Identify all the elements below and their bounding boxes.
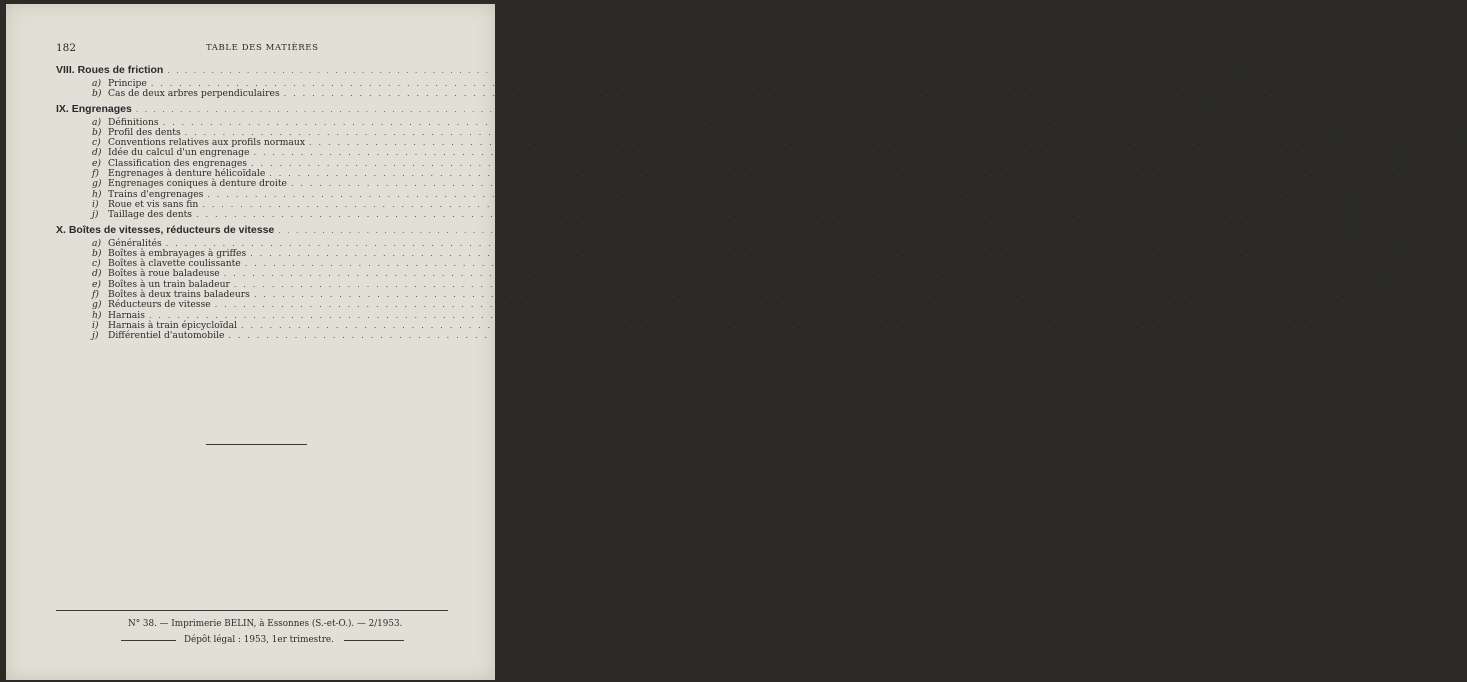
section-page-number: 163 bbox=[1202, 103, 1217, 114]
section-page-number: 162 bbox=[1233, 65, 1249, 75]
entry-letter: e) bbox=[92, 278, 102, 290]
entry-title: Harnais bbox=[108, 309, 145, 321]
dot-leader: . . . . . . . . . . . . . . . . . . . . . . . . . . . . . . . . . . . . . . . . . . . . . . . . . . . . . . . . . . . . . . . . . . . . . . . . . . . . . . . . . . . . . . . . . . . . . . . . . . . . . . . . . . . . . . . . . . . . . . . . bbox=[150, 79, 1285, 88]
entry-title: Engrenages coniques à denture droite bbox=[108, 178, 287, 190]
entry-page-number: 169 bbox=[1306, 238, 1324, 249]
entry-title: Boîtes à embrayages à griffes bbox=[108, 247, 247, 259]
dot-leader: . . . . . . . . . . . . . . . . . . . . . . . . . . . . . . . . . . . . . . . . . . . . . . . . . . . . . . . . . . . . . . . . . . . . . . . . . . . . . . . . . . . . . . . . . . . . . . . . . . . . . . . . . . . . . . . . . . . . . . . . bbox=[269, 169, 1403, 179]
entry-title: Définitions bbox=[108, 116, 159, 128]
dot-leader: . . . . . . . . . . . . . . . . . . . . . . . . . . . . . . . . . . . . . . . . . . . . . . . . . . . . . . . . . . . . . . . . . . . . . . . . . . . . . . . . . . . . . . . . . . . . . . . . . . . . . . . . . . . . . . . . . . . . . . . . bbox=[290, 179, 1425, 189]
entry-page-number: 162 bbox=[1424, 89, 1442, 100]
entry-letter: e) bbox=[92, 157, 102, 169]
dot-leader: . . . . . . . . . . . . . . . . . . . . . . . . . . . . . . . . . . . . . . . . . . . . . . . . . . . . . . . . . . . . . . . . . . . . . . . . . . . . . . . . . . . . . . . . . . . . . . . . . . . . . . . . . . . . . . . . . . . . . . . . bbox=[241, 320, 1375, 330]
section-divider-rule bbox=[206, 444, 307, 445]
entry-page-number: 169 bbox=[1390, 248, 1408, 259]
toc-entry bbox=[56, 88, 1442, 100]
entry-page-number: 163 bbox=[1325, 127, 1343, 138]
toc-entry bbox=[56, 209, 1354, 221]
entry-page-number: 166 bbox=[1410, 169, 1427, 180]
entry-letter: a) bbox=[92, 237, 102, 249]
dot-leader: . . . . . . . . . . . . . . . . . . . . . . . . . . . . . . . . . . . . . . . . . . . . . . . . . . . . . . . . . . . . . . . . . . . . . . . . . . . . . . . . . . . . . . . . . . . . . . . . . . . . . . . . . . . . . . . . . . . . . . . . bbox=[309, 138, 1443, 148]
entry-title: Taillage des dents bbox=[108, 209, 193, 221]
entry-letter: b) bbox=[92, 126, 102, 138]
entry-title: Profil des dents bbox=[108, 126, 181, 138]
book-page bbox=[6, 4, 1467, 680]
dot-leader: . . . . . . . . . . . . . . . . . . . . . . . . . . . . . . . . . . . . . . . . . . . . . . . . . . . . . . . . . . . . . . . . . . . . . . . . . . . . . . . . . . . . . . . . . . . . . . . . . . . . . . . . . . . . . . . . . . . . . . . . bbox=[214, 300, 1349, 310]
toc-entry bbox=[56, 330, 1386, 342]
entry-letter: d) bbox=[92, 147, 102, 159]
legal-deposit-line: Dépôt légal : 1953, 1er trimestre. bbox=[184, 635, 334, 645]
entry-letter: a) bbox=[92, 78, 102, 89]
dot-leader: . . . . . . . . . . . . . . . . . . . . . . . . . . . . . . . . . . . . . . . . . . . . . . . . . . . . . . . . . . . . . . . . . . . . . . . . . . . . . . . . . . . . . . . . . . . . . . . . . . . . . . . . . . . . . . . . . . . . . . . . bbox=[223, 269, 1358, 279]
dot-leader: . . . . . . . . . . . . . . . . . . . . . . . . . . . . . . . . . . . . . . . . . . . . . . . . . . . . . . . . . . . . . . . . . . . . . . . . . . . . . . . . . . . . . . . . . . . . . . . . . . . . . . . . . . . . . . . . . . . . . . . . bbox=[253, 148, 1388, 158]
toc-section-title bbox=[56, 64, 1249, 78]
entry-title: Principe bbox=[108, 78, 147, 89]
dot-leader: . . . . . . . . . . . . . . . . . . . . . . . . . . . . . . . . . . . . . . . . . . . . . . . . . . . . . . . . . . . . . . . . . . . . . . . . . . . . . . . . . . . . . . . . . . . . . . . . . . . . . . . . . . . . . . . . . . . . . . . . bbox=[207, 189, 1341, 199]
entry-page-number: 170 bbox=[1374, 279, 1392, 290]
entry-page-number: 162 bbox=[1291, 79, 1309, 89]
entry-page-number: 167 bbox=[1348, 189, 1365, 200]
footer-rule bbox=[56, 610, 448, 611]
entry-page-number: 170 bbox=[1364, 269, 1382, 280]
entry-title: Boîtes à clavette coulissante bbox=[108, 258, 241, 270]
entry-title: Trains d'engrenages bbox=[108, 188, 204, 200]
entry-title: Engrenages à denture hélicoïdale bbox=[108, 168, 266, 180]
entry-page-number: 171 bbox=[1394, 290, 1412, 301]
entry-letter: c) bbox=[92, 137, 101, 149]
dot-leader: . . . . . . . . . . . . . . . . . . . . . . . . . . . . . . . . . . . . . . . . . . . . . . . . . . . . . . . . . . . . . . . . . . . . . . . . . . . . . . . . . . . . . . . . . . . . . . . . . . . . . . . . . . . . . . . . . . . . . . . . bbox=[233, 279, 1368, 289]
dot-leader: . . . . . . . . . . . . . . . . . . . . . . . . . . . . . . . . . . . . . . . . . . . . . . . . . . . . . . . . . . . . . . . . . . . . . . . . . . . . . . . . . . . . . . . . . . . . . . . . . . . . . . . . . . . . . . . . . . . . . . . . bbox=[283, 89, 1418, 99]
entry-letter: d) bbox=[92, 268, 102, 280]
entry-page-number: 163 bbox=[1303, 117, 1321, 128]
entry-page-number: 168 bbox=[1343, 199, 1360, 210]
entry-letter: j) bbox=[92, 209, 99, 221]
entry-letter: i) bbox=[92, 198, 99, 210]
table-of-contents bbox=[56, 64, 1467, 342]
entry-page-number: 165 bbox=[1394, 148, 1412, 159]
entry-title: Réducteurs de vitesse bbox=[108, 299, 211, 311]
entry-letter: c) bbox=[92, 258, 101, 270]
dot-leader: . . . . . . . . . . . . . . . . . . . . . . . . . . . . . . . . . . . . . . . . . . . . . . . . . . . . . . . . . . . . . . . . . . . . . . . . . . . . . . . . . . . . . . . . . . . . . . . . . . . . . . . . . . . . . . . . . . . . . . . . bbox=[278, 225, 1336, 235]
dot-leader: . . . . . . . . . . . . . . . . . . . . . . . . . . . . . . . . . . . . . . . . . . . . . . . . . . . . . . . . . . . . . . . . . . . . . . . . . . . . . . . . . . . . . . . . . . . . . . . . . . . . . . . . . . . . . . . . . . . . . . . . bbox=[148, 310, 1283, 320]
dot-leader: . . . . . . . . . . . . . . . . . . . . . . . . . . . . . . . . . . . . . . . . . . . . . . . . . . . . . . . . . . . . . . . . . . . . . . . . . . . . . . . . . . . . . . . . . . . . . . . . . . . . . . . . . . . . . . . . . . . . . . . . bbox=[244, 259, 1379, 269]
dot-leader: . . . . . . . . . . . . . . . . . . . . . . . . . . . . . . . . . . . . . . . . . . . . . . . . . . . . . . . . . . . . . . . . . . . . . . . . . . . . . . . . . . . . . . . . . . . . . . . . . . . . . . . . . . . . . . . . . . . . . . . . bbox=[167, 66, 1225, 75]
entry-page-number: 167 bbox=[1431, 179, 1449, 190]
entry-title: Cas de deux arbres perpendiculaires bbox=[108, 88, 280, 100]
entry-letter: a) bbox=[92, 116, 102, 128]
entry-title: Généralités bbox=[108, 237, 162, 249]
entry-page-number: 170 bbox=[1385, 259, 1403, 270]
entry-title: Boîtes à un train baladeur bbox=[108, 278, 230, 290]
entry-title: Boîtes à roue baladeuse bbox=[108, 268, 220, 280]
dot-leader: . . . . . . . . . . . . . . . . . . . . . . . . . . . . . . . . . . . . . . . . . . . . . . . . . . . . . . . . . . . . . . . . . . . . . . . . . . . . . . . . . . . . . . . . . . . . . . . . . . . . . . . . . . . . . . . . . . . . . . . . bbox=[162, 117, 1297, 127]
entry-title: Harnais à train épicycloïdal bbox=[108, 319, 238, 331]
entry-page-number: 171 bbox=[1355, 300, 1373, 311]
entry-title: Roue et vis sans fin bbox=[108, 198, 199, 210]
entry-page-number: 164 bbox=[1449, 138, 1467, 149]
page-number: 182 bbox=[56, 42, 77, 54]
entry-letter: j) bbox=[92, 330, 99, 342]
entry-letter: f) bbox=[92, 289, 99, 301]
entry-letter: b) bbox=[92, 247, 102, 259]
dot-leader: . . . . . . . . . . . . . . . . . . . . . . . . . . . . . . . . . . . . . . . . . . . . . . . . . . . . . . . . . . . . . . . . . . . . . . . . . . . . . . . . . . . . . . . . . . . . . . . . . . . . . . . . . . . . . . . . . . . . . . . . bbox=[135, 104, 1193, 114]
entry-page-number: 175 bbox=[1369, 331, 1386, 342]
dot-leader: . . . . . . . . . . . . . . . . . . . . . . . . . . . . . . . . . . . . . . . . . . . . . . . . . . . . . . . . . . . . . . . . . . . . . . . . . . . . . . . . . . . . . . . . . . . . . . . . . . . . . . . . . . . . . . . . . . . . . . . . bbox=[184, 127, 1319, 137]
dot-leader: . . . . . . . . . . . . . . . . . . . . . . . . . . . . . . . . . . . . . . . . . . . . . . . . . . . . . . . . . . . . . . . . . . . . . . . . . . . . . . . . . . . . . . . . . . . . . . . . . . . . . . . . . . . . . . . . . . . . . . . . bbox=[250, 248, 1384, 258]
dot-leader: . . . . . . . . . . . . . . . . . . . . . . . . . . . . . . . . . . . . . . . . . . . . . . . . . . . . . . . . . . . . . . . . . . . . . . . . . . . . . . . . . . . . . . . . . . . . . . . . . . . . . . . . . . . . . . . . . . . . . . . . bbox=[196, 210, 1330, 220]
entry-page-number: 166 bbox=[1391, 158, 1409, 169]
entry-letter: f) bbox=[92, 168, 99, 180]
running-title: TABLE DES MATIÈRES bbox=[206, 43, 319, 53]
entry-title: Idée du calcul d'un engrenage bbox=[108, 147, 250, 159]
entry-page-number: 168 bbox=[1336, 210, 1354, 221]
toc-section-title bbox=[56, 223, 1360, 238]
section-title-text: VIII. Roues de friction bbox=[56, 64, 164, 76]
section-page-number: 169 bbox=[1344, 224, 1360, 235]
left-flourish-rule bbox=[121, 640, 176, 641]
entry-page-number: 173 bbox=[1289, 310, 1307, 321]
entry-letter: g) bbox=[92, 178, 102, 190]
entry-letter: i) bbox=[92, 319, 99, 331]
entry-letter: b) bbox=[92, 88, 102, 100]
entry-title: Classification des engrenages bbox=[108, 157, 248, 169]
entry-letter: g) bbox=[92, 299, 102, 311]
section-title-text: X. Boîtes de vitesses, réducteurs de vitesse bbox=[56, 223, 275, 236]
entry-title: Conventions relatives aux profils normaux bbox=[108, 137, 306, 149]
entry-title: Différentiel d'automobile bbox=[108, 330, 225, 342]
imprint-line: N° 38. — Imprimerie BELIN, à Essonnes (S.-et-O.). — 2/1953. bbox=[128, 619, 403, 629]
section-title-text: IX. Engrenages bbox=[56, 102, 132, 115]
dot-leader: . . . . . . . . . . . . . . . . . . . . . . . . . . . . . . . . . . . . . . . . . . . . . . . . . . . . . . . . . . . . . . . . . . . . . . . . . . . . . . . . . . . . . . . . . . . . . . . . . . . . . . . . . . . . . . . . . . . . . . . . bbox=[202, 199, 1336, 209]
legal-deposit-line-wrap bbox=[121, 635, 404, 645]
entry-letter: h) bbox=[92, 188, 102, 200]
right-flourish-rule bbox=[344, 640, 404, 641]
dot-leader: . . . . . . . . . . . . . . . . . . . . . . . . . . . . . . . . . . . . . . . . . . . . . . . . . . . . . . . . . . . . . . . . . . . . . . . . . . . . . . . . . . . . . . . . . . . . . . . . . . . . . . . . . . . . . . . . . . . . . . . . bbox=[228, 331, 1362, 341]
entry-title: Boîtes à deux trains baladeurs bbox=[108, 289, 250, 301]
dot-leader: . . . . . . . . . . . . . . . . . . . . . . . . . . . . . . . . . . . . . . . . . . . . . . . . . . . . . . . . . . . . . . . . . . . . . . . . . . . . . . . . . . . . . . . . . . . . . . . . . . . . . . . . . . . . . . . . . . . . . . . . bbox=[251, 158, 1385, 168]
dot-leader: . . . . . . . . . . . . . . . . . . . . . . . . . . . . . . . . . . . . . . . . . . . . . . . . . . . . . . . . . . . . . . . . . . . . . . . . . . . . . . . . . . . . . . . . . . . . . . . . . . . . . . . . . . . . . . . . . . . . . . . . bbox=[165, 238, 1300, 248]
entry-letter: h) bbox=[92, 309, 102, 321]
dot-leader: . . . . . . . . . . . . . . . . . . . . . . . . . . . . . . . . . . . . . . . . . . . . . . . . . . . . . . . . . . . . . . . . . . . . . . . . . . . . . . . . . . . . . . . . . . . . . . . . . . . . . . . . . . . . . . . . . . . . . . . . bbox=[253, 290, 1388, 300]
entry-page-number: 174 bbox=[1381, 320, 1399, 331]
toc-section-title bbox=[56, 102, 1217, 117]
page-header bbox=[6, 42, 495, 56]
